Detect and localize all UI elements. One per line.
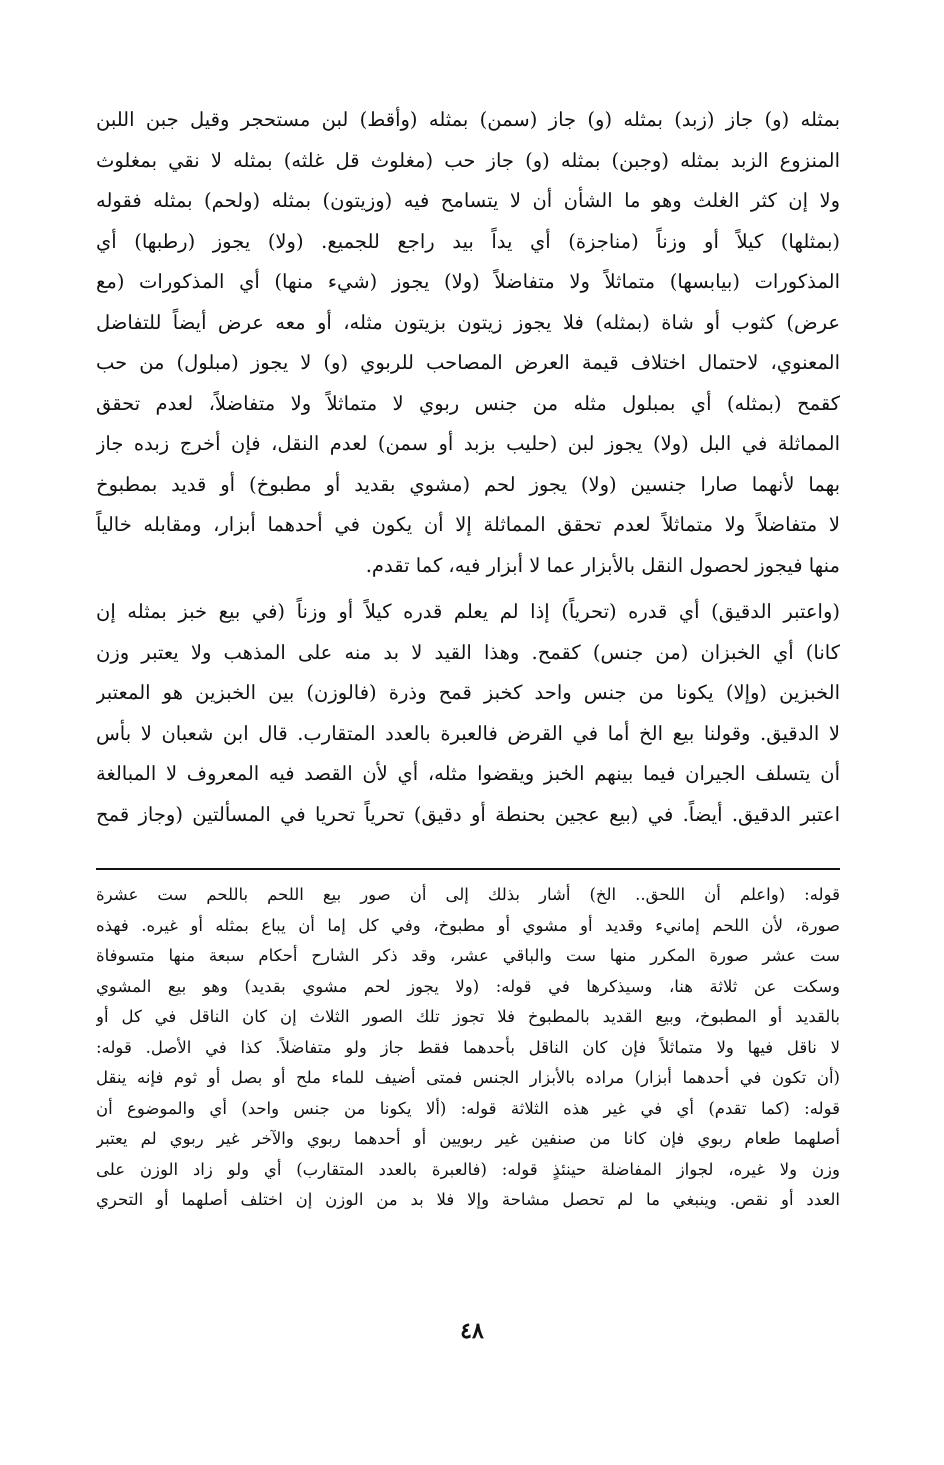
text-line: لا متفاضلاً ولا متماثلاً لعدم تحقق المماثلة إلا أن يكون في أحدهما أبزار، ومقابله خالياً bbox=[96, 513, 840, 536]
text-line: كانا) أي الخبزان (من جنس) كقمح. وهذا القيد لا بد منه على المذهب ولا يعتبر وزن bbox=[96, 640, 840, 664]
text-line: المنزوع الزبد بمثله (وجبن) بمثله (و) جاز حب (مغلوث قل غلثه) بمثله لا نقي بمغلوث bbox=[96, 148, 840, 172]
text-line: بهما لأنهما صارا جنسين (ولا) يجوز لحم (مشوي بقديد أو مطبوخ) أو قديد بمطبوخ bbox=[96, 472, 840, 496]
main-text-block bbox=[96, 100, 840, 835]
paragraph-1 bbox=[96, 100, 840, 586]
text-line: منها فيجوز لحصول النقل بالأبزار عما لا أبزار فيه، كما تقدم. bbox=[365, 553, 840, 577]
footnote-line: بالقديد أو المطبوخ، وبيع القديد بالمطبوخ فلا تجوز تلك الصور الثلاث إن كان الناقل في كل أو bbox=[96, 1007, 840, 1026]
footnote-line: (أن تكون في أحدهما أبزار) مراده بالأبزار الجنس فمتى أضيف للماء ملح أو بصل أو ثوم فإنه ينقل bbox=[96, 1068, 840, 1087]
text-line: كقمح (بمثله) أي بمبلول مثله من جنس ربوي لا متماثلاً ولا متفاضلاً، لعدم تحقق bbox=[96, 391, 840, 415]
page-number: ٤٨ bbox=[460, 1318, 484, 1344]
text-line: المماثلة في البل (ولا) يجوز لبن (حليب بزبد أو سمن) لعدم النقل، فإن أخرج زبده جاز bbox=[96, 432, 840, 455]
footnote-line: قوله: (واعلم أن اللحق.. الخ) أشار بذلك إلى أن صور بيع اللحم باللحم ست عشرة bbox=[96, 885, 840, 904]
text-line: (واعتبر الدقيق) أي قدره (تحرياً) إذا لم يعلم قدره كيلاً أو وزناً (في بيع خبز بمثله إن bbox=[96, 600, 840, 623]
footnote-line: صورة، لأن اللحم إمانيء وقديد أو مشوي أو مطبوخ، وفي كل إما أن يباع بمثله أو غيره. فهذه bbox=[96, 915, 840, 935]
footnote-line: العدد أو نقص. وينبغي ما لم تحصل مشاحة وإلا فلا بد من الوزن إن اختلف أصلهما أو التحري bbox=[96, 1190, 840, 1209]
text-line: المعنوي، لاحتمال اختلاف قيمة العرض المصاحب للربوي (و) لا يجوز (مبلول) من حب bbox=[96, 351, 840, 374]
text-line: عرض) كثوب أو شاة (بمثله) فلا يجوز زيتون بزيتون مثله، أو معه عرض أيضاً للتفاضل bbox=[96, 310, 840, 334]
footnotes-block bbox=[96, 880, 840, 1216]
paragraph-2 bbox=[96, 592, 840, 835]
footnote-divider bbox=[96, 868, 840, 870]
footnote-line: قوله: (كما تقدم) أي في غير هذه الثلاثة قوله: (ألا يكونا من جنس واحد) أي والموضوع أن bbox=[96, 1098, 840, 1118]
footnote-line: ست عشر صورة المكرر منها ست والباقي عشر، وقد ذكر الشارح أحكام سبعة منها متسوفاة bbox=[96, 946, 840, 965]
text-line: (بمثلها) كيلاً أو وزناً (مناجزة) أي يداً بيد راجع للجميع. (ولا) يجوز (رطبها) أي bbox=[96, 229, 840, 253]
text-line: لا الدقيق. وقولنا بيع الخ أما في القرض فالعبرة بالعدد المتقارب. قال ابن شعبان لا بأس bbox=[96, 721, 840, 745]
text-line: المذكورات (بيابسها) متماثلاً ولا متفاضلاً (ولا) يجوز (شيء منها) أي المذكورات (مع bbox=[96, 270, 840, 293]
footnote-line: لا ناقل فيها ولا متماثلاً فإن كان الناقل بأحدهما فقط جاز ولو متفاضلاً. كذا في الأصل. قوله: bbox=[96, 1037, 840, 1057]
footnote-line: أصلهما طعام ربوي فإن كانا من صنفين غير ربويين أو أحدهما ربوي والآخر غير ربوي لم يعتبر bbox=[96, 1129, 840, 1148]
footnote-line: وزن ولا غيره، لجواز المفاضلة حينئذٍ قوله: (فالعبرة بالعدد المتقارب) أي ولو زاد الوزن على bbox=[96, 1159, 840, 1179]
text-line: بمثله (و) جاز (زبد) بمثله (و) جاز (سمن) بمثله (وأقط) لبن مستحجر وقيل جبن اللبن bbox=[96, 108, 840, 131]
text-line: الخبزين (وإلا) يكونا من جنس واحد كخبز قمح وذرة (فالوزن) بين الخبزين هو المعتبر bbox=[96, 681, 840, 704]
footnote-line: وسكت عن ثلاثة هنا، وسيذكرها في قوله: (ولا يجوز لحم مشوي بقديد) وهو بيع المشوي bbox=[96, 976, 840, 996]
text-line: أن يتسلف الجيران فيما بينهم الخبز ويقضوا مثله، أي لأن القصد فيه المعروف لا المبالغة bbox=[96, 762, 840, 785]
text-line: اعتبر الدقيق. أيضاً. في (بيع عجين بحنطة أو دقيق) تحرياً تحريا في المسألتين (وجاز قمح bbox=[96, 802, 840, 826]
text-line: ولا إن كثر الغلث وهو ما الشأن أن لا يتسامح فيه (وزيتون) بمثله (ولحم) بمثله فقوله bbox=[96, 189, 840, 212]
